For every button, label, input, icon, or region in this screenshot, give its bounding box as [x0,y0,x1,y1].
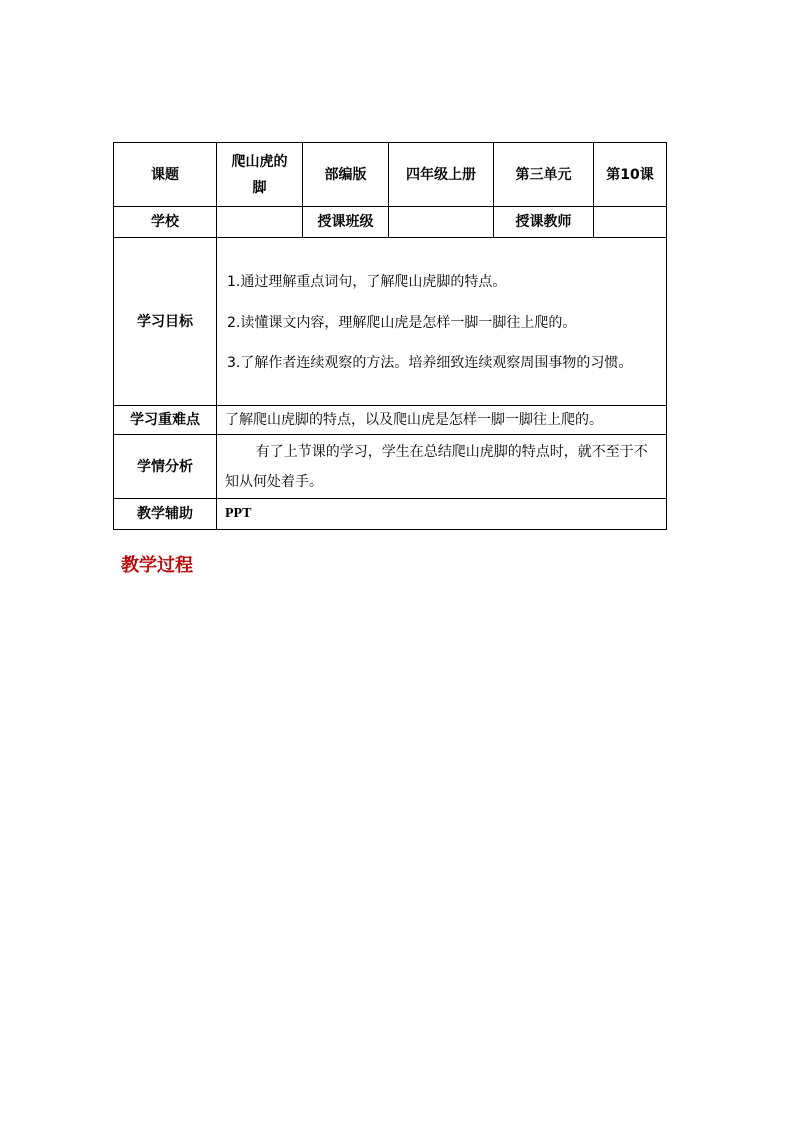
process-heading: 教学过程 [121,555,193,576]
class-value [389,207,494,238]
row-objectives [114,238,667,406]
edition-cell: 部编版 [303,143,389,207]
label-key-points: 学习重难点 [114,406,217,435]
topic-value: 爬山虎的脚 [217,143,303,207]
objective-item: 2.读懂课文内容，理解爬山虎是怎样一脚一脚往上爬的。 [227,314,577,331]
row-key-points [114,406,667,435]
key-points-cell: 了解爬山虎脚的特点，以及爬山虎是怎样一脚一脚往上爬的。 [217,406,667,435]
row-topic [114,143,667,207]
teacher-value [594,207,667,238]
analysis-text: 有了上节课的学习，学生在总结爬山虎脚的特点时，就不至于不知从何处着手。 [225,443,648,490]
row-school [114,207,667,238]
school-value [217,207,303,238]
label-school: 学校 [114,207,217,238]
label-aids: 教学辅助 [114,499,217,530]
label-analysis: 学情分析 [114,435,217,499]
objective-item: 3.了解作者连续观察的方法。培养细致连续观察周围事物的习惯。 [227,354,633,371]
objective-item: 1.通过理解重点词句，了解爬山虎脚的特点。 [227,273,507,290]
grade-cell: 四年级上册 [389,143,494,207]
label-topic: 课题 [114,143,217,207]
row-aids [114,499,667,530]
aids-cell: PPT [217,499,667,530]
unit-cell: 第三单元 [494,143,594,207]
row-analysis [114,435,667,499]
label-class: 授课班级 [303,207,389,238]
lesson-plan-table [113,142,667,530]
objectives-cell [217,238,667,406]
label-objectives: 学习目标 [114,238,217,406]
lesson-cell: 第10课 [594,143,667,207]
analysis-cell [217,435,667,499]
label-teacher: 授课教师 [494,207,594,238]
